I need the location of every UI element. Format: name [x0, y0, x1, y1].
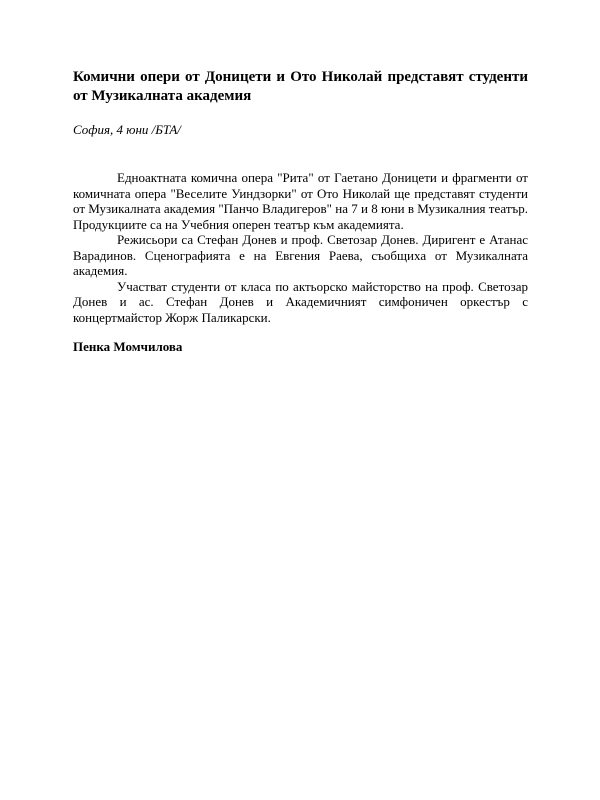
article-body — [73, 170, 528, 325]
author-byline: Пенка Момчилова — [73, 339, 183, 354]
article-title: Комични опери от Доницети и Ото Николай представят студенти от Музикалната академия — [73, 69, 528, 104]
paragraph: Режисьори са Стефан Донев и проф. Светозар Донев. Диригент е Атанас Варадинов. Сценографията е на Евгения Раева, съобщиха от Музикалната академия. — [73, 232, 528, 278]
dateline: София, 4 юни /БТА/ — [73, 122, 181, 137]
paragraph: Едноактната комична опера "Рита" от Гаетано Доницети и фрагменти от комичната опера "Веселите Уиндзорки" от Ото Николай ще представят студенти от Музикалната академия "Панчо Владигеров" на 7 и 8 юни в Музикалния театър. Продукциите са на Учебния оперен театър към академията. — [73, 170, 528, 232]
paragraph: Участват студенти от класа по актьорско майсторство на проф. Светозар Донев и ас. Стефан Донев и Академичният симфоничен оркестър с концертмайстор Жорж Паликарски. — [73, 278, 528, 325]
document-page — [73, 68, 528, 355]
